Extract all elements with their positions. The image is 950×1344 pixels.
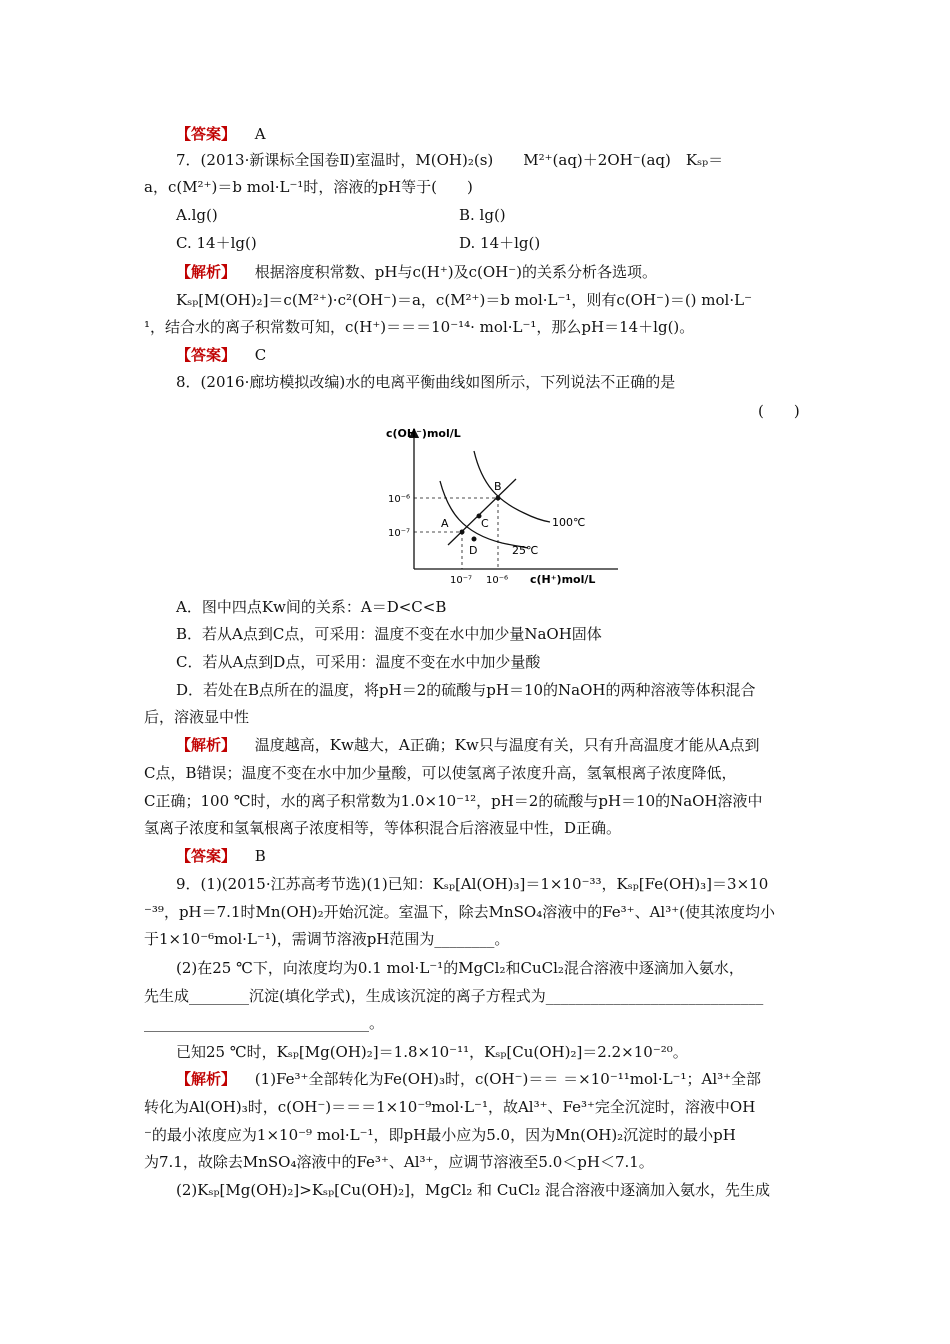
y-tick-1: 10⁻⁶ bbox=[388, 494, 411, 505]
q8-answer-line bbox=[176, 846, 266, 866]
q9-stem-2: ⁻³⁹，pH＝7.1时Mn(OH)₂开始沉淀。室温下，除去MnSO₄溶液中的Fe³⁺、Al³⁺(使其浓度均小 bbox=[144, 903, 776, 921]
q7-option-b: B. lg() bbox=[459, 206, 506, 224]
q8-option-d-2: 后，溶液显中性 bbox=[144, 708, 250, 726]
point-c-label: C bbox=[481, 517, 489, 530]
y-axis-label: c(OH⁻)mol/L bbox=[386, 427, 461, 440]
analysis-tag: 【解析】 bbox=[176, 263, 237, 281]
water-ionization-chart bbox=[378, 423, 628, 591]
curve-25c-label: 25℃ bbox=[512, 544, 539, 557]
isotherm-100c bbox=[474, 451, 550, 522]
answer-tag: 【答案】 bbox=[176, 847, 237, 865]
q7-option-a: A.lg() bbox=[176, 206, 218, 224]
point-a-dot bbox=[460, 530, 465, 535]
q8-option-a: A．图中四点Kw间的关系：A＝D<C<B bbox=[176, 598, 447, 616]
q8-analysis-3: C正确；100 ℃时，水的离子积常数为1.0×10⁻¹²，pH＝2的硫酸与pH＝10的NaOH溶液中 bbox=[144, 792, 763, 810]
analysis-tag: 【解析】 bbox=[176, 736, 237, 754]
analysis-text: 温度越高，Kw越大，A正确；Kw只与温度有关，只有升高温度才能从A点到 bbox=[254, 736, 760, 754]
answer-value: C bbox=[254, 346, 267, 364]
point-a-label: A bbox=[441, 517, 449, 530]
q9-analysis-3: ⁻的最小浓度应为1×10⁻⁹ mol·L⁻¹，即pH最小应为5.0，因为Mn(OH)₂沉淀时的最小pH bbox=[144, 1126, 736, 1144]
q8-option-b: B．若从A点到C点，可采用：温度不变在水中加少量NaOH固体 bbox=[176, 625, 602, 643]
q7-stem-1: 7．(2013·新课标全国卷Ⅱ)室温时，M(OH)₂(s) M²⁺(aq)＋2OH⁻(aq) Kₛₚ＝ bbox=[176, 151, 724, 169]
x-tick-2: 10⁻⁶ bbox=[486, 575, 509, 586]
point-b-dot bbox=[496, 496, 501, 501]
x-axis-label: c(H⁺)mol/L bbox=[530, 573, 596, 586]
q6-answer-line bbox=[176, 124, 266, 144]
point-d-label: D bbox=[469, 544, 478, 557]
q9-analysis-5: (2)Kₛₚ[Mg(OH)₂]>Kₛₚ[Cu(OH)₂]，MgCl₂ 和 CuCl₂ 混合溶液中逐滴加入氨水，先生成 bbox=[176, 1181, 771, 1199]
analysis-tag: 【解析】 bbox=[176, 1070, 237, 1088]
q9-analysis-4: 为7.1，故除去MnSO₄溶液中的Fe³⁺、Al³⁺，应调节溶液至5.0＜pH＜7.1。 bbox=[144, 1153, 654, 1171]
q8-answer-paren: ( ) bbox=[758, 402, 800, 420]
answer-tag: 【答案】 bbox=[176, 125, 237, 143]
point-b-label: B bbox=[494, 480, 502, 493]
q8-option-c: C．若从A点到D点，可采用：温度不变在水中加少量酸 bbox=[176, 653, 541, 671]
q7-answer-line bbox=[176, 345, 266, 365]
q8-stem: 8．(2016·廊坊模拟改编)水的电离平衡曲线如图所示，下列说法不正确的是 bbox=[176, 373, 676, 391]
curve-100c-label: 100℃ bbox=[552, 516, 586, 529]
answer-tag: 【答案】 bbox=[176, 346, 237, 364]
q9-part2-2: 先生成________沉淀(填化学式)，生成该沉淀的离子方程式为_____________________________ bbox=[144, 987, 764, 1005]
q9-part2-1: (2)在25 ℃下，向浓度均为0.1 mol·L⁻¹的MgCl₂和CuCl₂混合溶液中逐滴加入氨水， bbox=[176, 959, 744, 977]
q8-analysis-1 bbox=[176, 735, 760, 755]
q9-known: 已知25 ℃时，Kₛₚ[Mg(OH)₂]＝1.8×10⁻¹¹，Kₛₚ[Cu(OH)₂]＝2.2×10⁻²⁰。 bbox=[176, 1043, 688, 1061]
q8-analysis-2: C点，B错误；温度不变在水中加少量酸，可以使氢离子浓度升高，氢氧根离子浓度降低， bbox=[144, 764, 737, 782]
x-tick-1: 10⁻⁷ bbox=[450, 575, 473, 586]
q7-option-c: C. 14＋lg() bbox=[176, 234, 257, 252]
neutral-line bbox=[448, 479, 516, 545]
q9-part2-3: ______________________________。 bbox=[144, 1014, 385, 1032]
q7-analysis-3: ¹，结合水的离子积常数可知，c(H⁺)＝＝＝10⁻¹⁴· mol·L⁻¹，那么pH＝14＋lg()。 bbox=[144, 318, 695, 336]
q9-stem-1: 9．(1)(2015·江苏高考节选)(1)已知：Kₛₚ[Al(OH)₃]＝1×10⁻³³，Kₛₚ[Fe(OH)₃]＝3×10 bbox=[176, 875, 769, 893]
answer-value: A bbox=[254, 125, 266, 143]
q7-stem-2: a，c(M²⁺)＝b mol·L⁻¹时，溶液的pH等于( ) bbox=[144, 178, 473, 196]
q7-option-d: D. 14＋lg() bbox=[459, 234, 541, 252]
q7-analysis-2: Kₛₚ[M(OH)₂]＝c(M²⁺)·c²(OH⁻)＝a，c(M²⁺)＝b mol·L⁻¹，则有c(OH⁻)＝() mol·L⁻ bbox=[176, 291, 752, 309]
point-d-dot bbox=[472, 537, 477, 542]
analysis-text: (1)Fe³⁺全部转化为Fe(OH)₃时，c(OH⁻)＝＝ ＝×10⁻¹¹mol·L⁻¹；Al³⁺全部 bbox=[254, 1070, 762, 1088]
answer-value: B bbox=[254, 847, 266, 865]
q9-analysis-2: 转化为Al(OH)₃时，c(OH⁻)＝＝＝1×10⁻⁹mol·L⁻¹，故Al³⁺、Fe³⁺完全沉淀时，溶液中OH bbox=[144, 1098, 756, 1116]
y-tick-2: 10⁻⁷ bbox=[388, 528, 411, 539]
analysis-text: 根据溶度积常数、pH与c(H⁺)及c(OH⁻)的关系分析各选项。 bbox=[254, 263, 657, 281]
q8-analysis-4: 氢离子浓度和氢氧根离子浓度相等，等体积混合后溶液显中性，D正确。 bbox=[144, 819, 622, 837]
q8-option-d-1: D．若处在B点所在的温度，将pH＝2的硫酸与pH＝10的NaOH的两种溶液等体积混合 bbox=[176, 681, 756, 699]
isotherm-25c bbox=[440, 481, 528, 548]
q9-stem-3: 于1×10⁻⁶mol·L⁻¹)，需调节溶液pH范围为________。 bbox=[144, 930, 510, 948]
q7-analysis-1 bbox=[176, 262, 657, 282]
q9-analysis-1 bbox=[176, 1069, 761, 1089]
